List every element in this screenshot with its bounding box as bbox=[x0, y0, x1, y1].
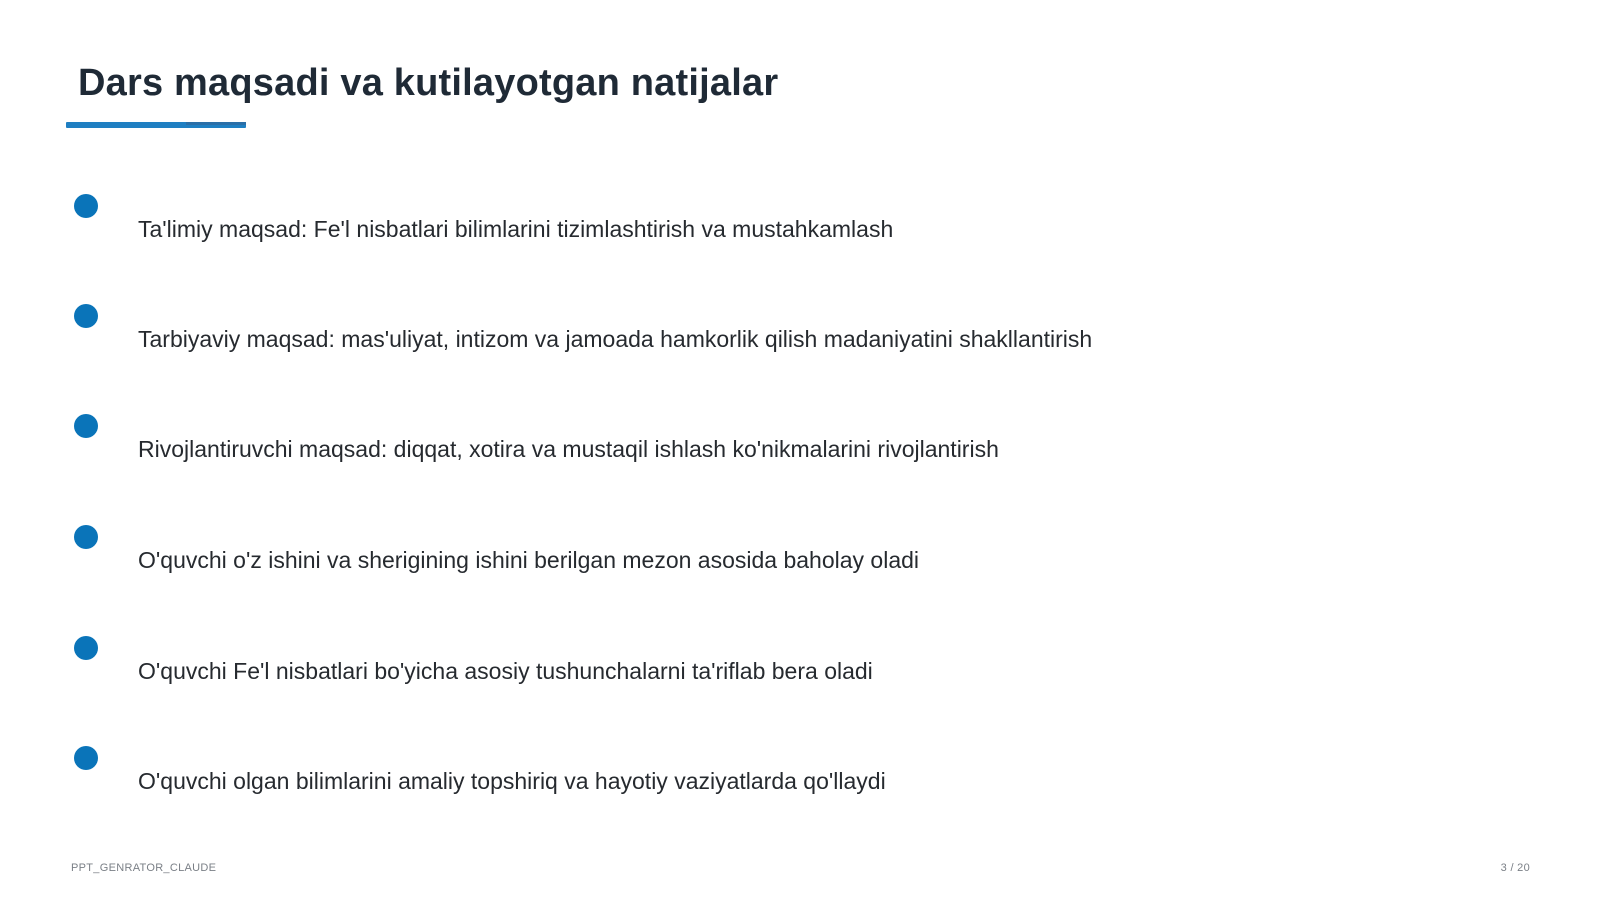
bullet-item-6 bbox=[0, 746, 1600, 806]
bullet-item-5 bbox=[0, 636, 1600, 696]
bullet-dot-icon bbox=[74, 414, 98, 438]
bullet-item-3 bbox=[0, 414, 1600, 474]
bullet-text: Tarbiyaviy maqsad: mas'uliyat, intizom va jamoada hamkorlik qilish madaniyatini shakllantirish bbox=[138, 326, 1093, 352]
bullet-item-4 bbox=[0, 525, 1600, 585]
bullet-dot-icon bbox=[74, 636, 98, 660]
bullet-item-1 bbox=[0, 194, 1600, 254]
page-indicator: 3 / 20 bbox=[1500, 862, 1530, 874]
bullet-dot-icon bbox=[74, 194, 98, 218]
bullet-text: O'quvchi Fe'l nisbatlari bo'yicha asosiy tushunchalarni ta'riflab bera oladi bbox=[138, 658, 873, 684]
bullet-dot-icon bbox=[74, 746, 98, 770]
bullet-text: O'quvchi olgan bilimlarini amaliy topshiriq va hayotiy vaziyatlarda qo'llaydi bbox=[138, 768, 886, 794]
bullet-text: O'quvchi o'z ishini va sherigining ishini berilgan mezon asosida baholay oladi bbox=[138, 547, 920, 573]
bullet-text: Rivojlantiruvchi maqsad: diqqat, xotira va mustaqil ishlash ko'nikmalarini rivojlantirish bbox=[138, 436, 999, 462]
footer-source-label: PPT_GENRATOR_CLAUDE bbox=[71, 862, 217, 874]
slide-title: Dars maqsadi va kutilayotgan natijalar bbox=[78, 62, 779, 104]
bullet-text: Ta'limiy maqsad: Fe'l nisbatlari bilimlarini tizimlashtirish va mustahkamlash bbox=[138, 216, 894, 242]
bullet-item-2 bbox=[0, 304, 1600, 364]
bullet-dot-icon bbox=[74, 525, 98, 549]
bullet-dot-icon bbox=[74, 304, 98, 328]
